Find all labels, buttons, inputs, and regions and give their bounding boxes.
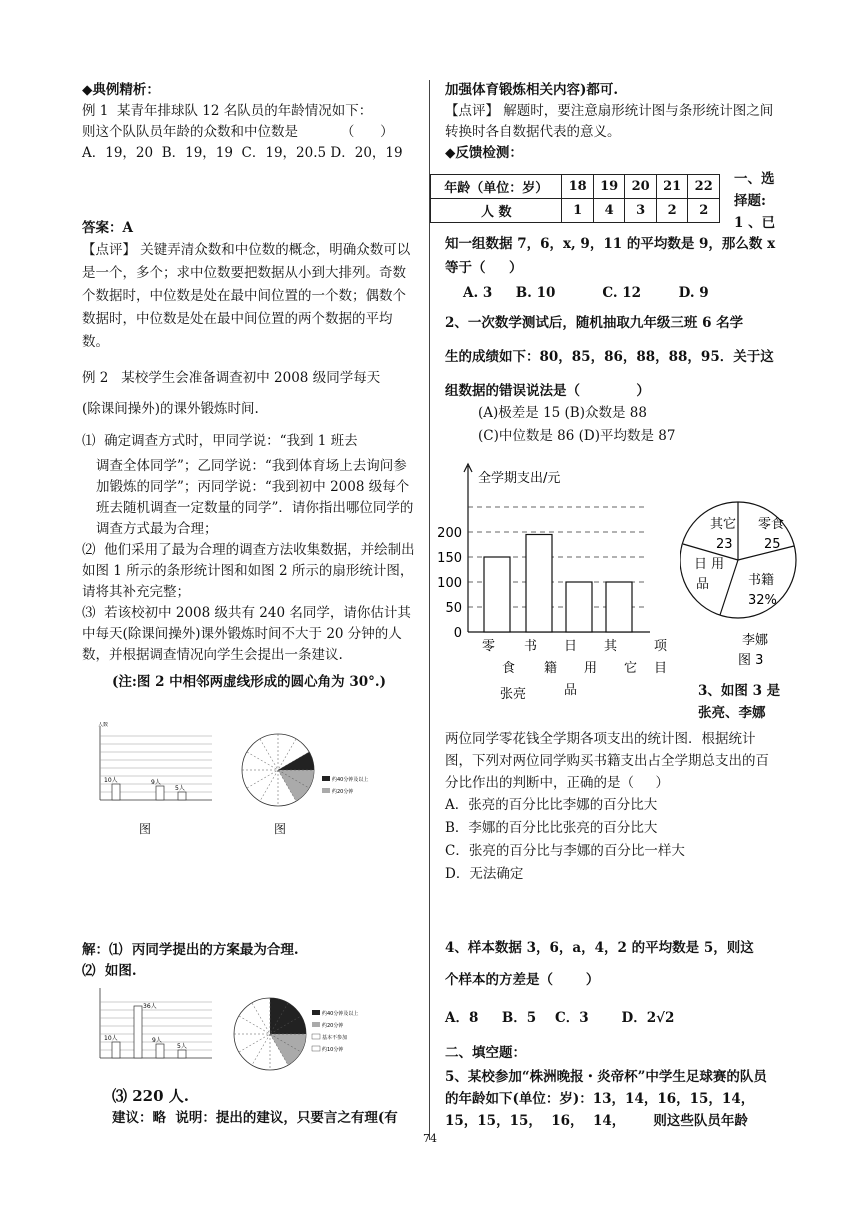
solution-bar-chart xyxy=(88,984,228,1074)
feedback-heading: ◆反馈检测： xyxy=(445,145,523,161)
solution-2: ⑵ 如图. xyxy=(82,963,137,979)
solution-3: ⑶ 220 人. xyxy=(112,1087,189,1105)
x-tick-label: 用 xyxy=(584,661,598,676)
example2-line2: (除课间操外)的课外锻炼时间. xyxy=(82,401,259,417)
question-2b: 生的成绩如下：80，85，86，88，88，95．关于这 xyxy=(445,349,774,365)
pie-label-books: 书籍 xyxy=(748,573,775,588)
svg-text:36人: 36人 xyxy=(143,1003,157,1010)
example2-q2: ⑵ 他们采用了最为合理的调查方法收集数据，并绘制出如图 1 所示的条形统计图和如图 2 所示的扇形统计图，请将其补充完整； xyxy=(82,542,415,600)
figure-2-pie xyxy=(240,728,420,818)
table-cell: 18 xyxy=(562,175,594,199)
page-number: 74 xyxy=(423,1132,437,1145)
x-tick-label: 其 xyxy=(604,639,618,654)
x-tick-label: 零 xyxy=(482,639,496,654)
example2-q3: ⑶ 若该校初中 2008 级共有 240 名同学，请你估计其中每天(除课间操外)课外锻炼时间不大于 20 分钟的人数，并根据调查情况向学生会提出一条建议. xyxy=(82,605,411,663)
question-3-D: D．无法确定 xyxy=(445,866,524,882)
note: (注:图 2 中相邻两虚线形成的圆心角为 30°.) xyxy=(112,674,386,690)
continued-text: 加强体育锻炼相关内容)都可. xyxy=(445,82,619,98)
question-2a: 2、一次数学测试后，随机抽取九年级三班 6 名学 xyxy=(445,315,744,331)
table-cell: 20 xyxy=(625,175,657,199)
x-tick-label: 日 xyxy=(564,639,578,654)
question-4b: 个样本的方差是（ ） xyxy=(445,972,600,988)
side-label xyxy=(734,168,775,234)
bar-1 xyxy=(484,557,510,632)
question-2-options xyxy=(478,402,675,448)
section-heading: ◆典例精析： xyxy=(82,82,160,98)
x-tick-label: 品 xyxy=(564,683,578,698)
table-cell: 1 xyxy=(562,199,594,223)
svg-text:5人: 5人 xyxy=(175,785,185,792)
side-line-1: 一、选 xyxy=(734,171,775,187)
svg-text:10人: 10人 xyxy=(104,1035,118,1042)
example1-line2: 则这个队队员年龄的众数和中位数是 （ ） xyxy=(82,124,394,140)
table-cell: 21 xyxy=(656,175,688,199)
bar-2 xyxy=(526,535,552,633)
svg-text:10人: 10人 xyxy=(104,777,118,784)
example1-line1: 例 1 某青年排球队 12 名队员的年龄情况如下： xyxy=(82,103,373,119)
question-3-block xyxy=(445,728,780,886)
example2-line1: 例 2 某校学生会准备调查初中 2008 级同学每天 xyxy=(82,370,381,386)
q3-side-1: 3、如图 3 是 xyxy=(698,683,781,699)
question-2c: 组数据的错误说法是（ ） xyxy=(445,383,650,399)
bar-chart-caption: 张亮 xyxy=(500,687,527,702)
question-3-A: A．张亮的百分比比李娜的百分比大 xyxy=(445,797,658,813)
table-cell: 2 xyxy=(656,199,688,223)
x-tick-label: 籍 xyxy=(544,661,558,676)
question-4a: 4、样本数据 3，6，a，4，2 的平均数是 5，则这 xyxy=(445,940,754,956)
y-tick-label: 100 xyxy=(437,576,462,591)
pie-label-other: 其它 xyxy=(710,517,737,532)
pie-caption-name: 李娜 xyxy=(742,633,769,648)
questions-block xyxy=(445,232,780,408)
figure-1-caption: 图 xyxy=(139,822,152,836)
pie-value-books: 32% xyxy=(748,593,777,608)
side-line-3: 1 、已 xyxy=(734,215,776,231)
y-tick-label: 200 xyxy=(437,526,462,541)
side-line-2: 择题: xyxy=(734,193,766,209)
pie-label-daily-2: 品 xyxy=(696,577,710,592)
table-cell: 4 xyxy=(593,199,625,223)
column-divider xyxy=(429,80,430,1140)
suggestion: 建议：略 说明：提出的建议，只要言之有理(有 xyxy=(112,1110,398,1126)
pie-value-snacks: 25 xyxy=(764,537,781,552)
pie-label-snacks: 零食 xyxy=(758,517,785,532)
svg-text:5人: 5人 xyxy=(177,1043,187,1050)
figure-3-pie-chart xyxy=(680,496,800,676)
x-axis-label-1: 项 xyxy=(654,639,668,654)
svg-text:约20分钟: 约20分钟 xyxy=(322,1023,344,1029)
svg-text:约20分钟: 约20分钟 xyxy=(332,789,354,795)
y-tick-label: 150 xyxy=(437,551,462,566)
question-2-options-2: (C)中位数是 86 (D)平均数是 87 xyxy=(478,428,676,444)
svg-text:约40分钟及以上: 约40分钟及以上 xyxy=(322,1011,359,1017)
solution-pie-chart xyxy=(232,994,422,1078)
table-cell: 2 xyxy=(688,199,720,223)
bar-3 xyxy=(566,582,592,632)
question-1: 知一组数据 7，6，x, 9，11 的平均数是 9，那么数 x 等于（ ） xyxy=(445,236,780,276)
table-cell: 22 xyxy=(688,175,720,199)
table-header-cell: 人 数 xyxy=(431,199,562,223)
x-tick-label: 它 xyxy=(624,661,638,676)
comment-1: 【点评】 关键弄清众数和中位数的概念，明确众数可以是一个，多个；求中位数要把数据从小到大排列。奇数个数据时，中位数是处在最中间位置的一个数；偶数个数据时，中位数是处在最中间位置的两个数据的平均数。 xyxy=(82,242,411,350)
age-table xyxy=(430,174,720,223)
question-3-B: B．李娜的百分比比张亮的百分比大 xyxy=(445,820,658,836)
svg-text:基本不参加: 基本不参加 xyxy=(322,1035,348,1041)
question-3-C: C．张亮的百分比与李娜的百分比一样大 xyxy=(445,843,685,859)
question-5: 5、某校参加“株洲晚报・炎帝杯”中学生足球赛的队员的年龄如下(单位：岁)：13，14，16，15，14，15，15，15， 16， 14， 则这些队员年龄 xyxy=(445,1069,767,1129)
solution-tail xyxy=(112,1086,422,1129)
q3-side-2: 张亮、李娜 xyxy=(698,705,766,721)
example2-q1a: ⑴ 确定调查方式时，甲同学说：“我到 1 班去 xyxy=(82,433,358,449)
right-column xyxy=(445,80,780,164)
svg-text:约10分钟: 约10分钟 xyxy=(322,1047,344,1053)
pie-label-daily-1: 日 用 xyxy=(694,557,725,572)
x-tick-label: 书 xyxy=(524,639,538,654)
table-cell: 19 xyxy=(593,175,625,199)
comment-2: 【点评】 解题时，要注意扇形统计图与条形统计图之间转换时各自数据代表的意义。 xyxy=(445,103,774,140)
answer: 答案：A xyxy=(82,220,133,236)
fill-in-heading: 二、填空题： xyxy=(445,1045,526,1061)
svg-text:9人: 9人 xyxy=(152,1037,162,1044)
example1-options: A．19，20 B．19，19 C．19，20.5 D．20，19 xyxy=(82,145,403,161)
y-tick-label: 0 xyxy=(453,626,462,641)
y-tick-label: 50 xyxy=(445,601,462,616)
pie-value-other: 23 xyxy=(716,537,733,552)
question-1-options: A. 3 B. 10 C. 12 D. 9 xyxy=(463,285,709,301)
table-row xyxy=(431,175,720,199)
table-header-cell: 年龄（单位：岁） xyxy=(431,175,562,199)
table-cell: 3 xyxy=(625,199,657,223)
solution-1: 解：⑴ 丙同学提出的方案最为合理. xyxy=(82,942,299,958)
q3-side xyxy=(698,680,780,724)
example2-q1b: 调查全体同学”；乙同学说：“我到体育场上去询问参加锻炼的同学”；丙同学说：“我到初中 2008 级每个班去随机调查一定数量的同学”．请你指出哪位同学的调查方式最为合理； xyxy=(96,458,414,537)
svg-text:9人: 9人 xyxy=(151,779,161,786)
figure-1-bar xyxy=(88,722,228,822)
left-column xyxy=(82,80,418,693)
figure-3-bar-chart xyxy=(432,462,682,702)
svg-text:约40分钟及以上: 约40分钟及以上 xyxy=(332,777,369,783)
question-4-block xyxy=(445,932,780,1132)
svg-text:人数: 人数 xyxy=(98,722,109,728)
question-4-options: A．8 B．5 C．3 D．2√2 xyxy=(445,1010,675,1026)
table-row xyxy=(431,199,720,223)
bar-4 xyxy=(606,582,632,632)
pie-caption-fig: 图 3 xyxy=(738,653,764,668)
x-tick-label: 食 xyxy=(502,661,516,676)
solution-block xyxy=(82,940,418,982)
x-axis-label-2: 目 xyxy=(654,661,668,676)
question-3: 两位同学零花钱全学期各项支出的统计图．根据统计图，下列对两位同学购买书籍支出占全学期总支出的百分比作出的判断中，正确的是（ ） xyxy=(445,731,769,791)
question-2-options-1: (A)极差是 15 (B)众数是 88 xyxy=(478,405,647,421)
y-axis-label: 全学期支出/元 xyxy=(478,471,561,486)
figure-2-caption: 图 xyxy=(274,822,287,836)
